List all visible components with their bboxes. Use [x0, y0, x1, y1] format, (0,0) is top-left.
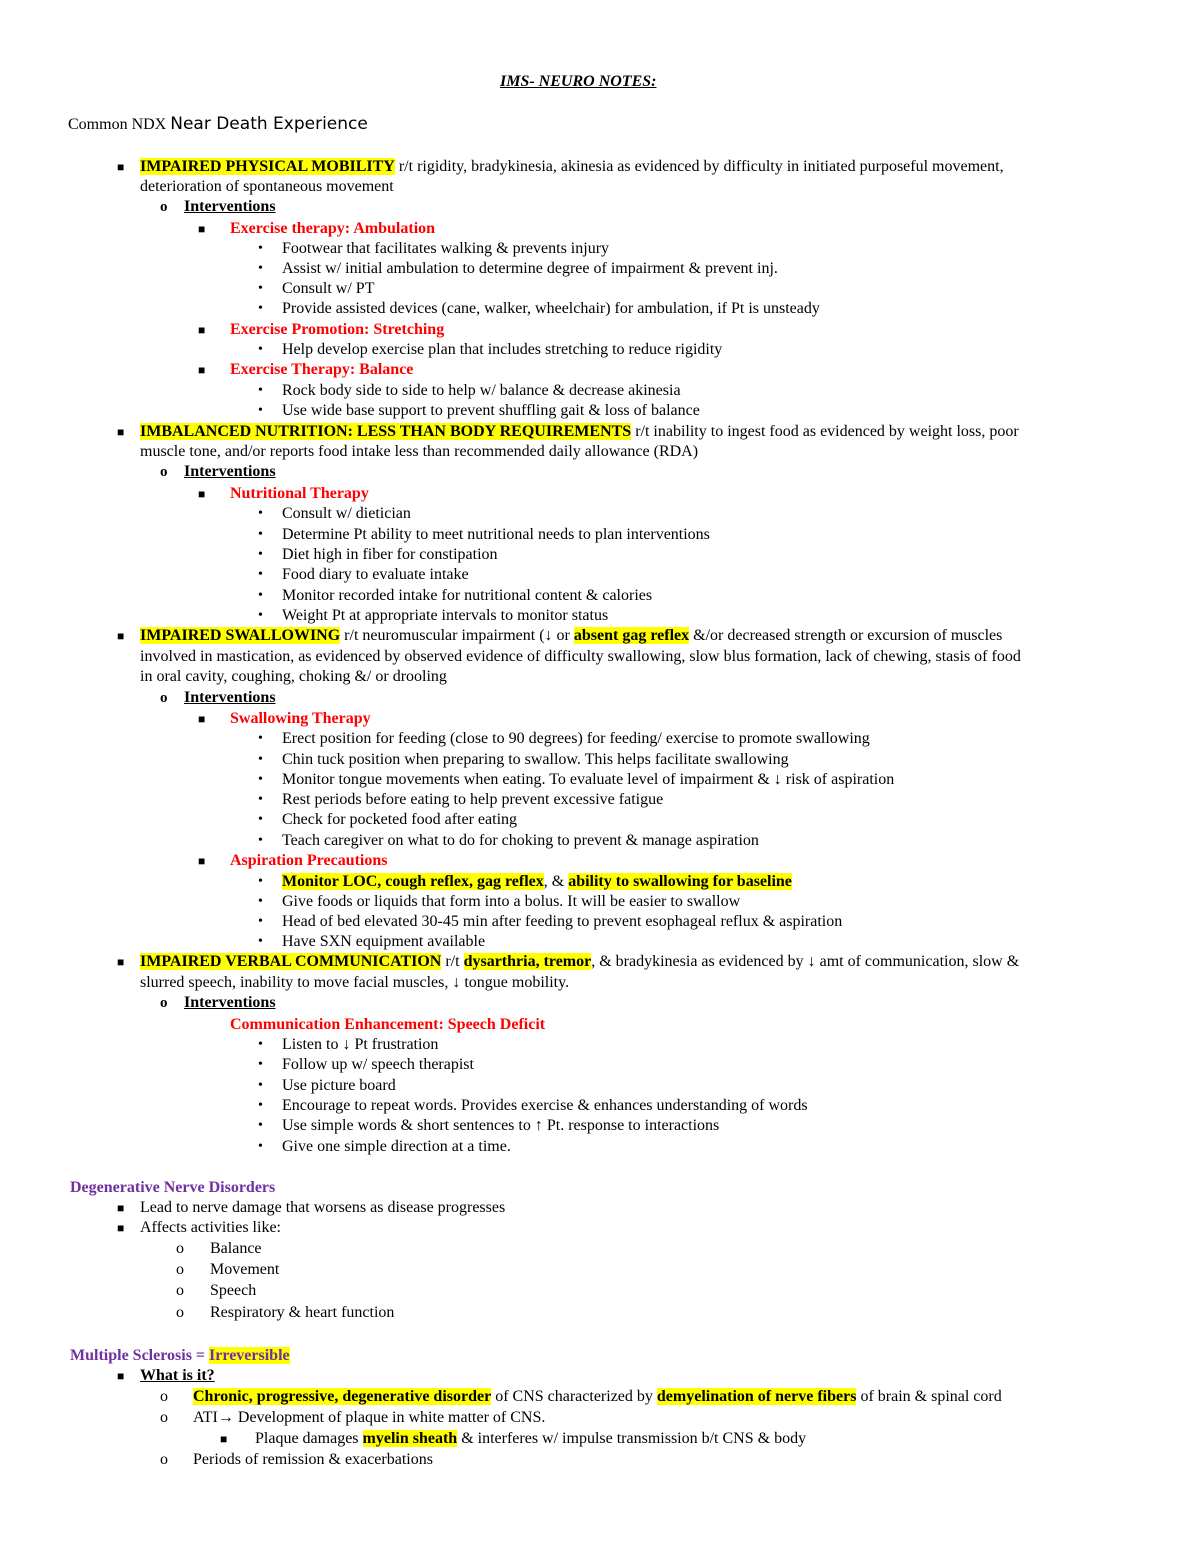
common-ndx-line — [68, 114, 368, 135]
list-item: Have SXN equipment available — [282, 933, 486, 950]
intervention-group-title: Exercise Promotion: Stretching — [230, 321, 445, 338]
dx-text: r/t neuromuscular impairment (↓ or — [340, 627, 574, 644]
dot-bullet-icon: • — [258, 1037, 263, 1052]
list-item: Erect position for feeding (close to 90 degrees) for feeding/ exercise to promote swallowing — [282, 730, 870, 747]
list-item: Give one simple direction at a time. — [282, 1138, 511, 1155]
dx-text: &/or decreased strength or excursion of muscles — [689, 627, 1003, 644]
dx-text-line: in oral cavity, coughing, choking &/ or drooling — [140, 668, 447, 685]
common-ndx-label: Common NDX — [68, 116, 167, 133]
list-item: Footwear that facilitates walking & prevents injury — [282, 240, 610, 257]
dot-bullet-icon: • — [258, 403, 263, 418]
circle-bullet-icon: o — [176, 1240, 184, 1257]
list-item: Rest periods before eating to help prevent excessive fatigue — [282, 791, 664, 808]
list-item: Speech — [210, 1282, 257, 1299]
square-bullet-icon: ■ — [198, 487, 206, 501]
intervention-group-title: Swallowing Therapy — [230, 710, 371, 727]
list-item: Provide assisted devices (cane, walker, wheelchair) for ambulation, if Pt is unsteady — [282, 300, 820, 317]
circle-bullet-icon: o — [160, 1388, 168, 1405]
square-bullet-icon: ■ — [117, 1201, 125, 1215]
intervention-group-title: Aspiration Precautions — [230, 852, 388, 869]
square-bullet-icon: ■ — [220, 1432, 228, 1446]
list-item: Consult w/ PT — [282, 280, 375, 297]
section-heading-degenerative: Degenerative Nerve Disorders — [70, 1179, 276, 1196]
list-item: Determine Pt ability to meet nutritional needs to plan interventions — [282, 526, 710, 543]
list-item-text: Plaque damages — [255, 1430, 363, 1447]
dot-bullet-icon: • — [258, 874, 263, 889]
square-bullet-icon: ■ — [117, 1369, 125, 1383]
list-item-text: , & — [543, 873, 569, 890]
dot-bullet-icon: • — [258, 383, 263, 398]
list-item: Use picture board — [282, 1077, 396, 1094]
circle-bullet-icon: o — [160, 464, 168, 480]
intervention-group-title: Nutritional Therapy — [230, 485, 369, 502]
list-item: Balance — [210, 1240, 262, 1257]
highlight-text: absent gag reflex — [573, 627, 690, 644]
list-item: Lead to nerve damage that worsens as disease progresses — [140, 1199, 506, 1216]
list-item: Chin tuck position when preparing to swallow. This helps facilitate swallowing — [282, 751, 789, 768]
common-ndx-meaning: Near Death Experience — [170, 114, 368, 134]
list-item: ATI→ Development of plaque in white matter of CNS. — [193, 1409, 546, 1426]
dot-bullet-icon: • — [258, 342, 263, 357]
dot-bullet-icon: • — [258, 833, 263, 848]
list-item: Follow up w/ speech therapist — [282, 1056, 474, 1073]
highlight-text: Irreversible — [209, 1347, 290, 1364]
dx-text-line: muscle tone, and/or reports food intake less than recommended daily allowance (RDA) — [140, 443, 699, 460]
section-heading-ms — [70, 1346, 290, 1366]
dot-bullet-icon: • — [258, 547, 263, 562]
circle-bullet-icon: o — [160, 690, 168, 706]
dx-heading: IMPAIRED VERBAL COMMUNICATION — [140, 953, 442, 970]
dot-bullet-icon: • — [258, 281, 263, 296]
list-item: Monitor tongue movements when eating. To evaluate level of impairment & ↓ risk of aspiration — [282, 771, 895, 788]
highlight-text: dysarthria, tremor — [463, 953, 592, 970]
list-item: Teach caregiver on what to do for choking to prevent & manage aspiration — [282, 832, 759, 849]
dx-text-line: slurred speech, inability to move facial muscles, ↓ tongue mobility. — [140, 974, 570, 991]
list-item-text: & interferes w/ impulse transmission b/t CNS & body — [457, 1430, 807, 1447]
dot-bullet-icon: • — [258, 301, 263, 316]
dot-bullet-icon: • — [258, 792, 263, 807]
circle-bullet-icon: o — [160, 1451, 168, 1468]
dx-impaired-mobility — [140, 157, 1004, 177]
dx-text: r/t inability to ingest food as evidenced by weight loss, poor — [631, 423, 1019, 440]
dot-bullet-icon: • — [258, 772, 263, 787]
list-item: Use wide base support to prevent shuffling gait & loss of balance — [282, 402, 700, 419]
interventions-label: Interventions — [184, 463, 276, 480]
circle-bullet-icon: o — [160, 199, 168, 215]
dot-bullet-icon: • — [258, 894, 263, 909]
highlight-text: myelin sheath — [362, 1430, 458, 1447]
interventions-label: Interventions — [184, 689, 276, 706]
list-item: Head of bed elevated 30-45 min after feeding to prevent esophageal reflux & aspiration — [282, 913, 843, 930]
dot-bullet-icon: • — [258, 914, 263, 929]
circle-bullet-icon: o — [160, 1409, 168, 1426]
circle-bullet-icon: o — [176, 1261, 184, 1278]
square-bullet-icon: ■ — [198, 222, 206, 236]
list-item: Food diary to evaluate intake — [282, 566, 469, 583]
list-item: Periods of remission & exacerbations — [193, 1451, 433, 1468]
dx-text: r/t rigidity, bradykinesia, akinesia as evidenced by difficulty in initiated purposeful movement, — [394, 158, 1004, 175]
circle-bullet-icon: o — [176, 1304, 184, 1321]
dx-heading: IMPAIRED SWALLOWING — [140, 627, 341, 644]
list-item: Monitor recorded intake for nutritional content & calories — [282, 587, 653, 604]
list-item: Consult w/ dietician — [282, 505, 411, 522]
highlight-text: ability to swallowing for baseline — [568, 873, 792, 890]
list-item: Check for pocketed food after eating — [282, 811, 518, 828]
list-item-text: of CNS characterized by — [491, 1388, 657, 1405]
list-item: Respiratory & heart function — [210, 1304, 395, 1321]
dx-impaired-swallowing — [140, 626, 1002, 646]
list-item — [193, 1387, 1002, 1407]
dot-bullet-icon: • — [258, 608, 263, 623]
dot-bullet-icon: • — [258, 752, 263, 767]
square-bullet-icon: ■ — [198, 712, 206, 726]
list-item — [255, 1429, 806, 1449]
square-bullet-icon: ■ — [117, 1221, 125, 1235]
square-bullet-icon: ■ — [117, 425, 125, 439]
square-bullet-icon: ■ — [117, 629, 125, 643]
dot-bullet-icon: • — [258, 1098, 263, 1113]
dot-bullet-icon: • — [258, 261, 263, 276]
page-title: IMS- NEURO NOTES: — [500, 73, 657, 90]
square-bullet-icon: ■ — [117, 160, 125, 174]
list-item: Use simple words & short sentences to ↑ Pt. response to interactions — [282, 1117, 720, 1134]
dot-bullet-icon: • — [258, 731, 263, 746]
dx-heading: IMPAIRED PHYSICAL MOBILITY — [140, 158, 395, 175]
list-item: Rock body side to side to help w/ balance & decrease akinesia — [282, 382, 681, 399]
list-item: Movement — [210, 1261, 280, 1278]
dot-bullet-icon: • — [258, 1118, 263, 1133]
dot-bullet-icon: • — [258, 1078, 263, 1093]
dx-text-line: involved in mastication, as evidenced by observed evidence of difficulty swallowing, slow blus formation, lack of chewing, stasis of food — [140, 648, 1021, 665]
list-item: Encourage to repeat words. Provides exercise & enhances understanding of words — [282, 1097, 808, 1114]
circle-bullet-icon: o — [176, 1282, 184, 1299]
interventions-label: Interventions — [184, 994, 276, 1011]
circle-bullet-icon: o — [160, 995, 168, 1011]
dot-bullet-icon: • — [258, 241, 263, 256]
dot-bullet-icon: • — [258, 506, 263, 521]
square-bullet-icon: ■ — [198, 854, 206, 868]
dot-bullet-icon: • — [258, 1139, 263, 1154]
highlight-text: Monitor LOC, cough reflex, gag reflex — [282, 873, 544, 890]
intervention-group-title: Exercise therapy: Ambulation — [230, 220, 436, 237]
list-item: Listen to ↓ Pt frustration — [282, 1036, 439, 1053]
dot-bullet-icon: • — [258, 567, 263, 582]
list-item: Help develop exercise plan that includes stretching to reduce rigidity — [282, 341, 723, 358]
list-item: Assist w/ initial ambulation to determine degree of impairment & prevent inj. — [282, 260, 778, 277]
dot-bullet-icon: • — [258, 527, 263, 542]
dot-bullet-icon: • — [258, 812, 263, 827]
list-item-text: of brain & spinal cord — [856, 1388, 1002, 1405]
dx-heading: IMBALANCED NUTRITION: LESS THAN BODY REQUIREMENTS — [140, 423, 632, 440]
list-item: Give foods or liquids that form into a bolus. It will be easier to swallow — [282, 893, 741, 910]
square-bullet-icon: ■ — [198, 323, 206, 337]
dot-bullet-icon: • — [258, 1057, 263, 1072]
dx-text: , & bradykinesia as evidenced by ↓ amt of communication, slow & — [591, 953, 1020, 970]
list-item: Affects activities like: — [140, 1219, 281, 1236]
dx-impaired-verbal-communication — [140, 952, 1019, 972]
intervention-group-title: Exercise Therapy: Balance — [230, 361, 414, 378]
intervention-group-title: Communication Enhancement: Speech Deficit — [230, 1016, 546, 1033]
list-item: Diet high in fiber for constipation — [282, 546, 498, 563]
highlight-text: demyelination of nerve fibers — [656, 1388, 857, 1405]
list-item: Weight Pt at appropriate intervals to monitor status — [282, 607, 609, 624]
dx-text-line: deterioration of spontaneous movement — [140, 178, 394, 195]
list-item — [282, 872, 792, 892]
square-bullet-icon: ■ — [198, 363, 206, 377]
dot-bullet-icon: • — [258, 588, 263, 603]
what-is-it-heading: What is it? — [140, 1367, 215, 1384]
interventions-label: Interventions — [184, 198, 276, 215]
section-heading-text: Multiple Sclerosis = — [70, 1347, 210, 1364]
dx-imbalanced-nutrition — [140, 422, 1019, 442]
dot-bullet-icon: • — [258, 934, 263, 949]
square-bullet-icon: ■ — [117, 955, 125, 969]
highlight-text: Chronic, progressive, degenerative disorder — [193, 1388, 492, 1405]
dx-text: r/t — [441, 953, 464, 970]
